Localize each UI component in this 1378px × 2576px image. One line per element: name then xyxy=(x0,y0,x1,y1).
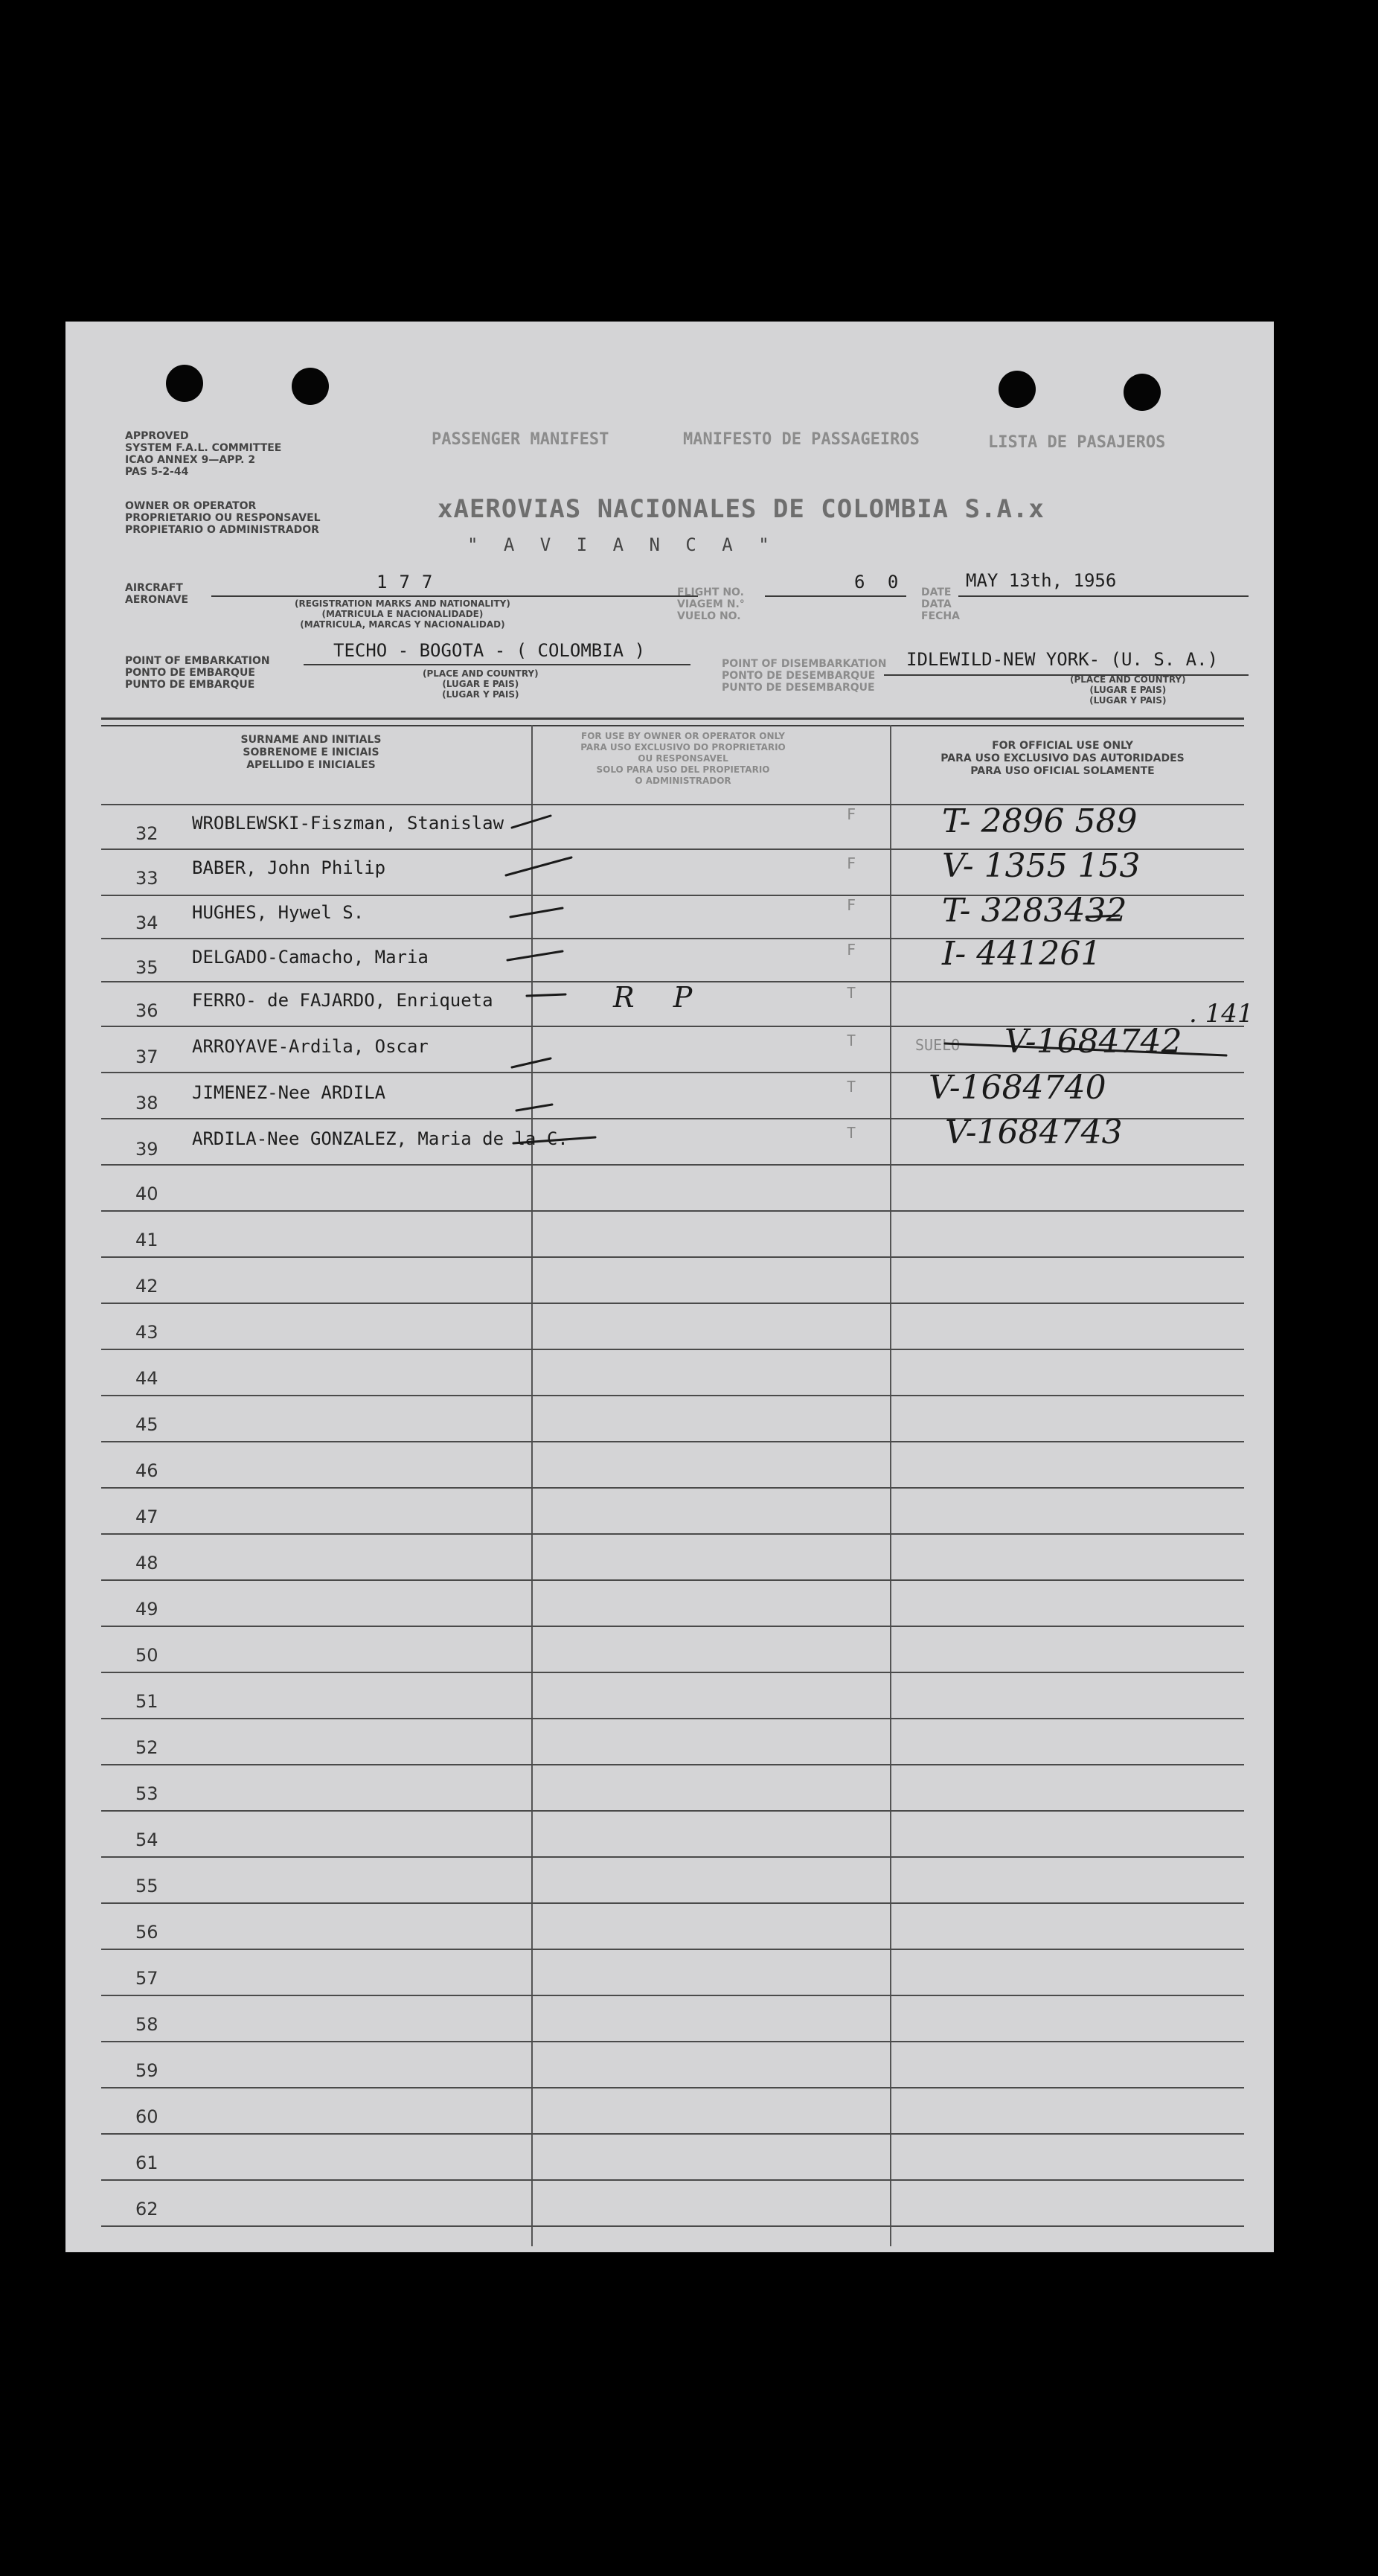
row-number: 54 xyxy=(135,1829,158,1850)
approval-block: APPROVED SYSTEM F.A.L. COMMITTEE ICAO ANNEX 9—APP. 2 PAS 5-2-44 xyxy=(125,430,282,478)
embarkation-sublabel: (PLACE AND COUNTRY) (LUGAR E PAIS) (LUGAR Y PAIS) xyxy=(423,668,539,700)
form-title-es: LISTA DE PASAJEROS xyxy=(988,433,1166,452)
disembarkation-sublabel: (PLACE AND COUNTRY) (LUGAR E PAIS) (LUGAR Y PAIS) xyxy=(1070,674,1186,706)
row-number: 39 xyxy=(135,1139,158,1160)
row-number: 47 xyxy=(135,1506,158,1527)
passenger-name: HUGHES, Hywel S. xyxy=(192,902,365,923)
row-number: 37 xyxy=(135,1046,158,1067)
date-value: MAY 13th, 1956 xyxy=(966,570,1117,591)
passenger-name: ARDILA-Nee GONZALEZ, Maria de la C. xyxy=(192,1128,568,1149)
official-number: T- 3283432 xyxy=(942,892,1127,930)
official-number: V- 1355 153 xyxy=(942,847,1141,885)
row-number: 56 xyxy=(135,1922,158,1943)
embarkation-label: POINT OF EMBARKATION PONTO DE EMBARQUE PUNTO DE EMBARQUE xyxy=(125,655,270,691)
row-number: 49 xyxy=(135,1599,158,1620)
row-number: 59 xyxy=(135,2060,158,2081)
passenger-code: T xyxy=(847,1032,856,1049)
passenger-name: ARROYAVE-Ardila, Oscar xyxy=(192,1036,429,1057)
row-number: 36 xyxy=(135,1000,158,1021)
row-number: 40 xyxy=(135,1183,158,1204)
aircraft-value: 177 xyxy=(376,572,445,592)
passenger-name: FERRO- de FAJARDO, Enriqueta xyxy=(192,990,493,1011)
row-number: 60 xyxy=(135,2106,158,2127)
row-number: 41 xyxy=(135,1230,158,1250)
row-number: 50 xyxy=(135,1645,158,1666)
row-number: 57 xyxy=(135,1968,158,1989)
official-number: . 141 xyxy=(1189,999,1254,1029)
disembarkation-label: POINT OF DISEMBARKATION PONTO DE DESEMBARQUE PUNTO DE DESEMBARQUE xyxy=(722,658,887,694)
row-number: 51 xyxy=(135,1691,158,1712)
official-number: V-1684740 xyxy=(929,1069,1106,1107)
flight-label: FLIGHT NO. VIAGEM N.° VUELO NO. xyxy=(677,587,745,622)
embarkation-value: TECHO - BOGOTA - ( COLOMBIA ) xyxy=(333,640,646,661)
row-number: 43 xyxy=(135,1322,158,1343)
passenger-code: T xyxy=(847,1124,856,1142)
form-title-pt: MANIFESTO DE PASSAGEIROS xyxy=(683,430,920,449)
row-number: 62 xyxy=(135,2199,158,2219)
aircraft-sublabel: (REGISTRATION MARKS AND NATIONALITY) (MATRICULA E NACIONALIDADE) (MATRICULA, MARCAS Y NACIONALIDAD) xyxy=(295,598,510,630)
owner-use-column-header: FOR USE BY OWNER OR OPERATOR ONLY PARA USO EXCLUSIVO DO PROPRIETARIO OU RESPONSAVEL SOLO PARA USO DEL PROPIETARIO O ADMINISTRADOR xyxy=(580,731,786,786)
passenger-code: F xyxy=(847,854,856,872)
owner-label: OWNER OR OPERATOR PROPRIETARIO OU RESPONSAVEL PROPIETARIO O ADMINISTRADOR xyxy=(125,500,321,536)
passenger-code: F xyxy=(847,941,856,959)
operator-name-stamp: xAEROVIAS NACIONALES DE COLOMBIA S.A.x xyxy=(438,494,1045,524)
row-number: 44 xyxy=(135,1368,158,1389)
row-number: 58 xyxy=(135,2014,158,2035)
official-number: T- 2896 589 xyxy=(942,802,1138,840)
manifest-sheet xyxy=(65,322,1274,2252)
passenger-name: DELGADO-Camacho, Maria xyxy=(192,947,429,968)
passenger-name: JIMENEZ-Nee ARDILA xyxy=(192,1082,386,1103)
row-number: 34 xyxy=(135,913,158,933)
passenger-name: WROBLEWSKI-Fiszman, Stanislaw xyxy=(192,813,504,834)
row-number: 52 xyxy=(135,1737,158,1758)
official-number: I- 441261 xyxy=(942,935,1102,973)
row-number: 35 xyxy=(135,957,158,978)
row-number: 42 xyxy=(135,1276,158,1297)
aircraft-label: AIRCRAFT AERONAVE xyxy=(125,582,189,606)
date-label: DATE DATA FECHA xyxy=(921,587,960,622)
form-title-en: PASSENGER MANIFEST xyxy=(432,430,609,449)
row-number: 53 xyxy=(135,1783,158,1804)
official-prefix: SUELO xyxy=(915,1036,961,1054)
passenger-code: F xyxy=(847,805,856,823)
passenger-name: BABER, John Philip xyxy=(192,857,386,878)
official-number: V-1684743 xyxy=(945,1113,1123,1151)
names-column-header: SURNAME AND INITIALS SOBRENOME E INICIAIS APELLIDO E INICIALES xyxy=(240,734,382,771)
passenger-code: T xyxy=(847,1078,856,1096)
disembarkation-value: IDLEWILD-NEW YORK- (U. S. A.) xyxy=(906,649,1219,670)
official-number: V-1684742 xyxy=(1004,1023,1182,1061)
passenger-code: F xyxy=(847,896,856,914)
row-number: 33 xyxy=(135,868,158,889)
operator-name: " A V I A N C A " xyxy=(467,534,777,555)
row-number: 45 xyxy=(135,1414,158,1435)
row-number: 38 xyxy=(135,1093,158,1113)
row-number: 48 xyxy=(135,1553,158,1573)
check-marks xyxy=(65,322,1274,1215)
passenger-code: T xyxy=(847,984,856,1002)
official-use-column-header: FOR OFFICIAL USE ONLY PARA USO EXCLUSIVO DAS AUTORIDADES PARA USO OFICIAL SOLAMENTE xyxy=(940,740,1185,777)
flight-value: 6 0 xyxy=(854,572,905,592)
row-number: 46 xyxy=(135,1460,158,1481)
row-number: 61 xyxy=(135,2152,158,2173)
row-number: 55 xyxy=(135,1876,158,1896)
row-number: 32 xyxy=(135,823,158,844)
owner-note: R P xyxy=(613,981,708,1014)
